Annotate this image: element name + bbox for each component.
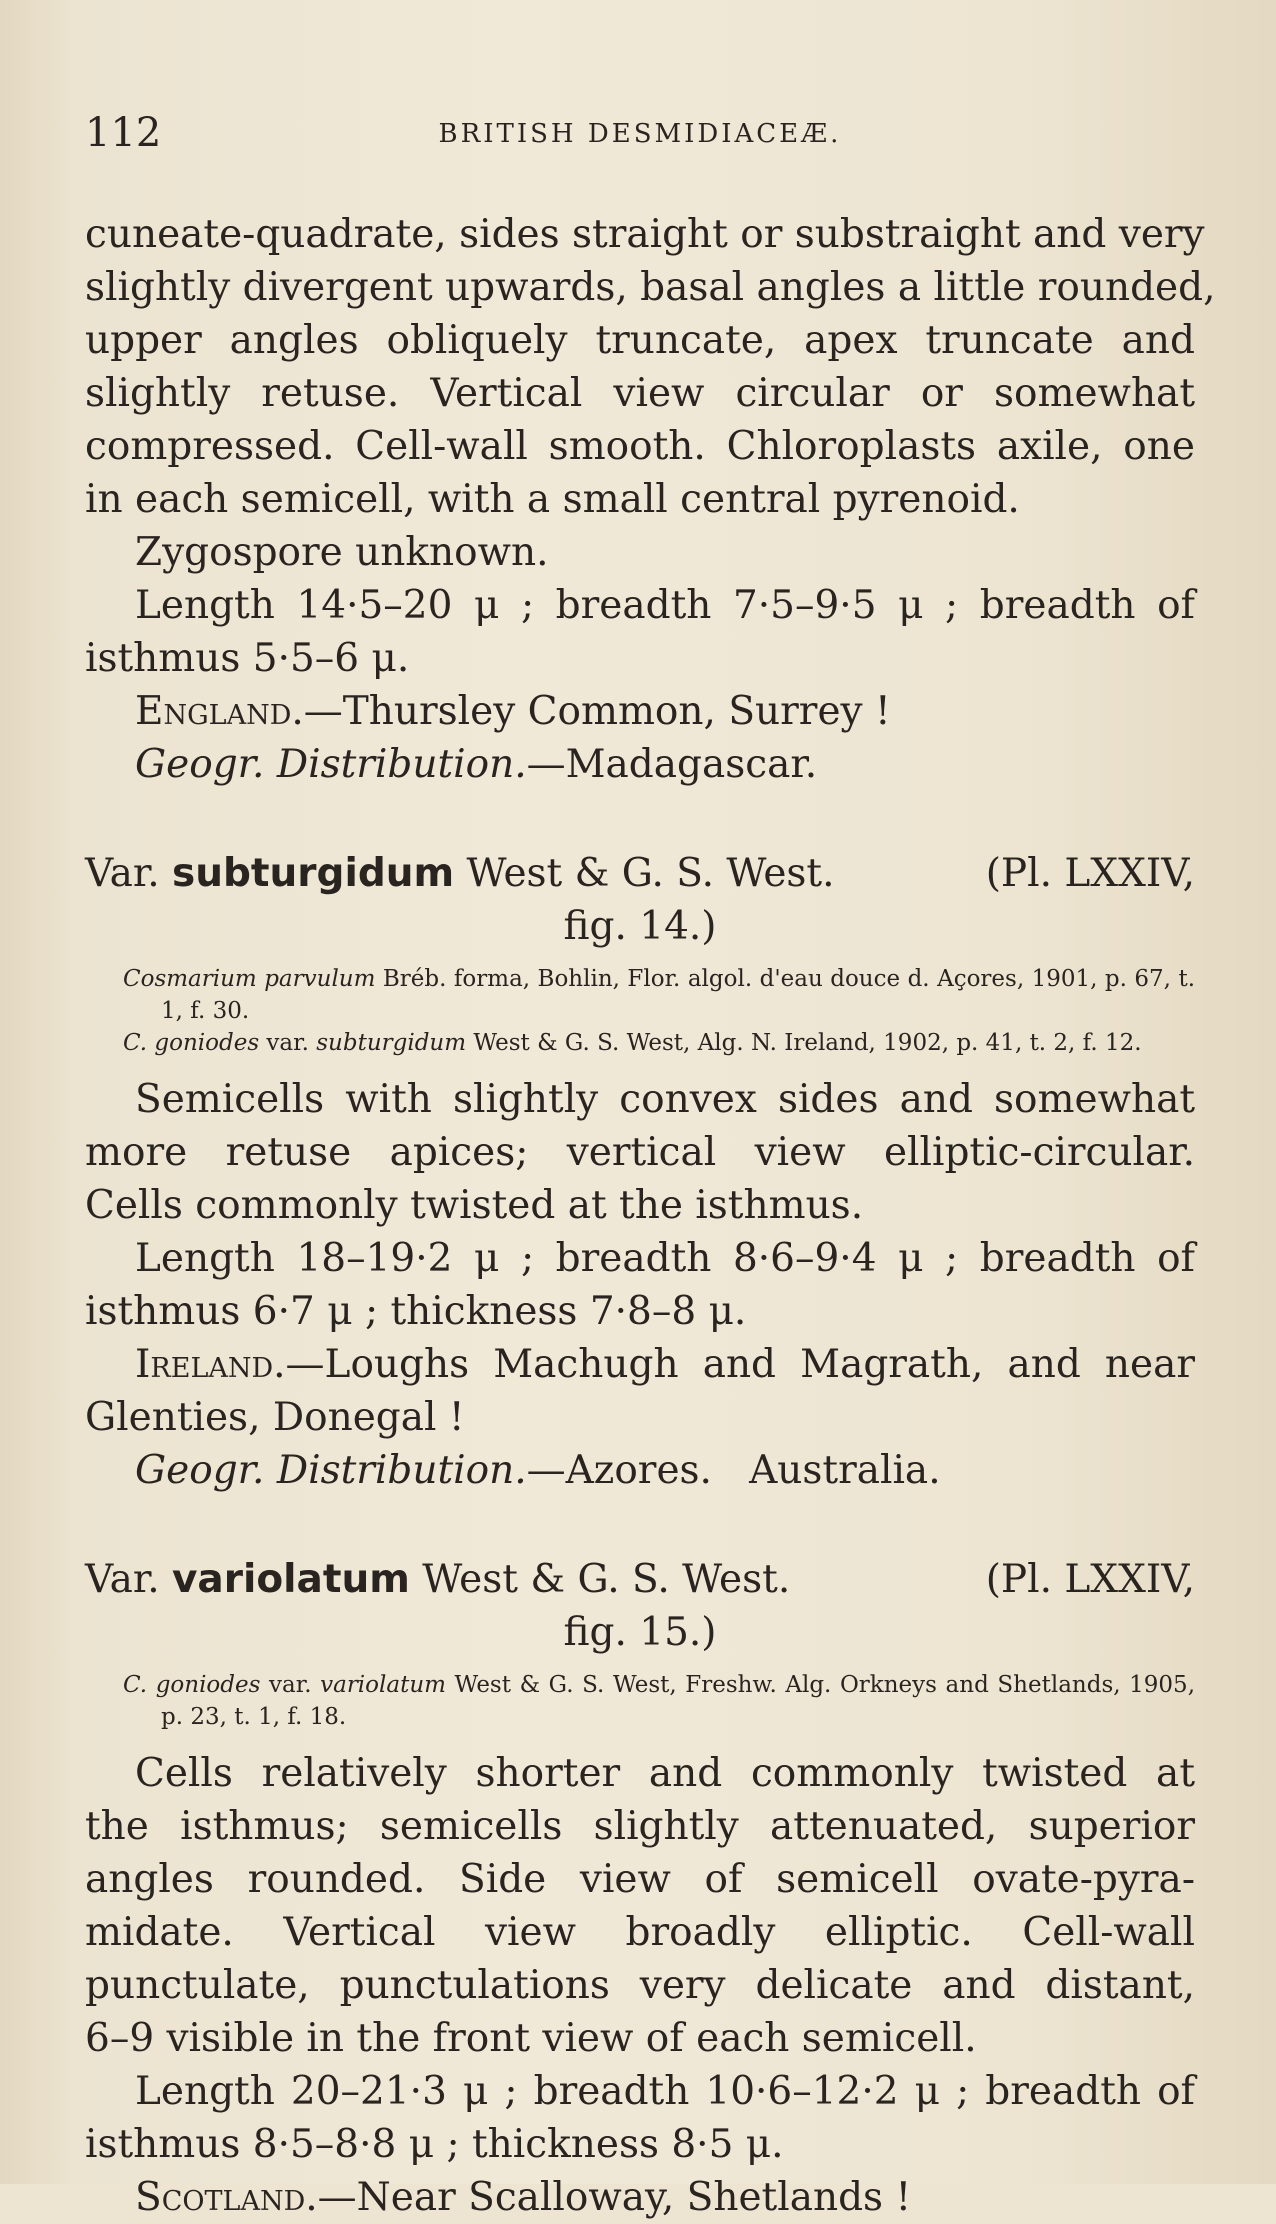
figure-reference: fig. 14.)	[563, 904, 717, 949]
text-line: slightly retuse. Vertical view circular or somewhat	[85, 371, 1195, 416]
text-line: Cells relatively shorter and commonly twisted at	[135, 1751, 1195, 1796]
synonym-taxon: Cosmarium parvulum	[123, 966, 376, 992]
synonym-citation: Bréb. forma, Bohlin, Flor. algol. d'eau douce d. Açores, 1901, p. 67, t. 1, f. 30.	[161, 966, 1196, 1024]
page-number: 112	[85, 110, 162, 156]
synonym-epithet: subturgidum	[316, 1030, 467, 1056]
text-line: 6–9 visible in the front view of each semicell.	[85, 2016, 977, 2061]
synonym-epithet: variolatum	[320, 1672, 446, 1698]
synonym-rank: var.	[260, 1672, 321, 1698]
text-line: slightly divergent upwards, basal angles a little rounded,	[85, 265, 1216, 310]
page-header	[85, 108, 1195, 158]
measurement-line: Length 20–21·3 μ ; breadth 10·6–12·2 μ ; breadth of	[135, 2069, 1195, 2114]
text-line: cuneate-quadrate, sides straight or substraight and very	[85, 212, 1205, 257]
variety-heading	[85, 847, 1195, 953]
locality	[85, 2171, 1195, 2224]
zygospore-note: Zygospore unknown.	[135, 530, 549, 575]
locality-text: —Loughs Machugh and Magrath, and near	[285, 1342, 1195, 1387]
text-line: punctulate, punctulations very delicate and distant,	[85, 1963, 1195, 2008]
text-line: upper angles obliquely truncate, apex truncate and	[85, 318, 1195, 363]
distribution	[85, 738, 1195, 791]
synonym-taxon: C. goniodes	[123, 1672, 261, 1698]
continuation-paragraph	[85, 208, 1216, 526]
synonym-reference	[123, 963, 1195, 1027]
locality	[85, 1338, 1195, 1444]
synonym-citation: West & G. S. West, Freshw. Alg. Orkneys and Shetlands, 1905, p. 23, t. 1, f. 18.	[161, 1672, 1195, 1730]
variety-authority: West & G. S. West.	[422, 1557, 791, 1602]
text-line: more retuse apices; vertical view elliptic-circular.	[85, 1130, 1195, 1175]
synonymy	[85, 1669, 1195, 1733]
variety-name: variolatum	[172, 1557, 410, 1602]
text-line: in each semicell, with a small central pyrenoid.	[85, 477, 1020, 522]
measurement-line: Length 14·5–20 μ ; breadth 7·5–9·5 μ ; breadth of	[135, 583, 1195, 628]
locality-text: —Thursley Common, Surrey !	[303, 689, 891, 734]
locality-region: Scotland.	[135, 2175, 318, 2220]
measurement-line: isthmus 8·5–8·8 μ ; thickness 8·5 μ.	[85, 2122, 784, 2167]
synonymy	[85, 963, 1195, 1059]
distribution-label: Geogr. Distribution.	[135, 742, 527, 787]
measurements	[85, 1232, 1195, 1338]
variety-prefix: Var.	[85, 851, 160, 896]
distribution-label: Geogr. Distribution.	[135, 1448, 527, 1493]
synonym-reference	[123, 1027, 1195, 1059]
locality-region: England.	[135, 689, 304, 734]
synonym-citation: West & G. S. West, Alg. N. Ireland, 1902, p. 41, t. 2, f. 12.	[466, 1030, 1142, 1056]
variety-authority: West & G. S. West.	[466, 851, 835, 896]
text-line: the isthmus; semicells slightly attenuated, superior	[85, 1804, 1195, 1849]
variety-prefix: Var.	[85, 1557, 160, 1602]
synonym-reference	[123, 1669, 1195, 1733]
text-line: angles rounded. Side view of semicell ovate-pyra-	[85, 1857, 1195, 1902]
synonym-taxon: C. goniodes	[123, 1030, 260, 1056]
synonym-rank: var.	[259, 1030, 317, 1056]
locality-text: —Near Scalloway, Shetlands !	[317, 2175, 912, 2220]
figure-reference: fig. 15.)	[563, 1610, 717, 1655]
plate-reference: (Pl. LXXIV,	[985, 851, 1195, 896]
measurement-line: isthmus 6·7 μ ; thickness 7·8–8 μ.	[85, 1289, 747, 1334]
text-line: Cells commonly twisted at the isthmus.	[85, 1183, 864, 1228]
text-line: compressed. Cell-wall smooth. Chloroplasts axile, one	[85, 424, 1195, 469]
measurements	[85, 2065, 1195, 2171]
locality-line: Glenties, Donegal !	[85, 1395, 465, 1440]
locality-region: Ireland.	[135, 1342, 286, 1387]
measurements	[85, 579, 1195, 685]
distribution-text: —Madagascar.	[526, 742, 818, 787]
text-line: Semicells with slightly convex sides and somewhat	[135, 1077, 1195, 1122]
distribution-text: —Azores. Australia.	[526, 1448, 941, 1493]
variety-description	[85, 1747, 1195, 2065]
distribution	[85, 1444, 1195, 1497]
variety-heading	[85, 1553, 1195, 1659]
variety-name: subturgidum	[172, 851, 455, 896]
measurement-line: isthmus 5·5–6 μ.	[85, 636, 410, 681]
text-line: midate. Vertical view broadly elliptic. Cell-wall	[85, 1910, 1195, 1955]
locality	[85, 685, 1195, 738]
measurement-line: Length 18–19·2 μ ; breadth 8·6–9·4 μ ; breadth of	[135, 1236, 1195, 1281]
variety-description	[85, 1073, 1195, 1232]
locality-line	[85, 1338, 1195, 1391]
running-head: BRITISH DESMIDIACEÆ.	[438, 119, 842, 149]
plate-reference: (Pl. LXXIV,	[985, 1557, 1195, 1602]
page-body	[85, 208, 1216, 2224]
